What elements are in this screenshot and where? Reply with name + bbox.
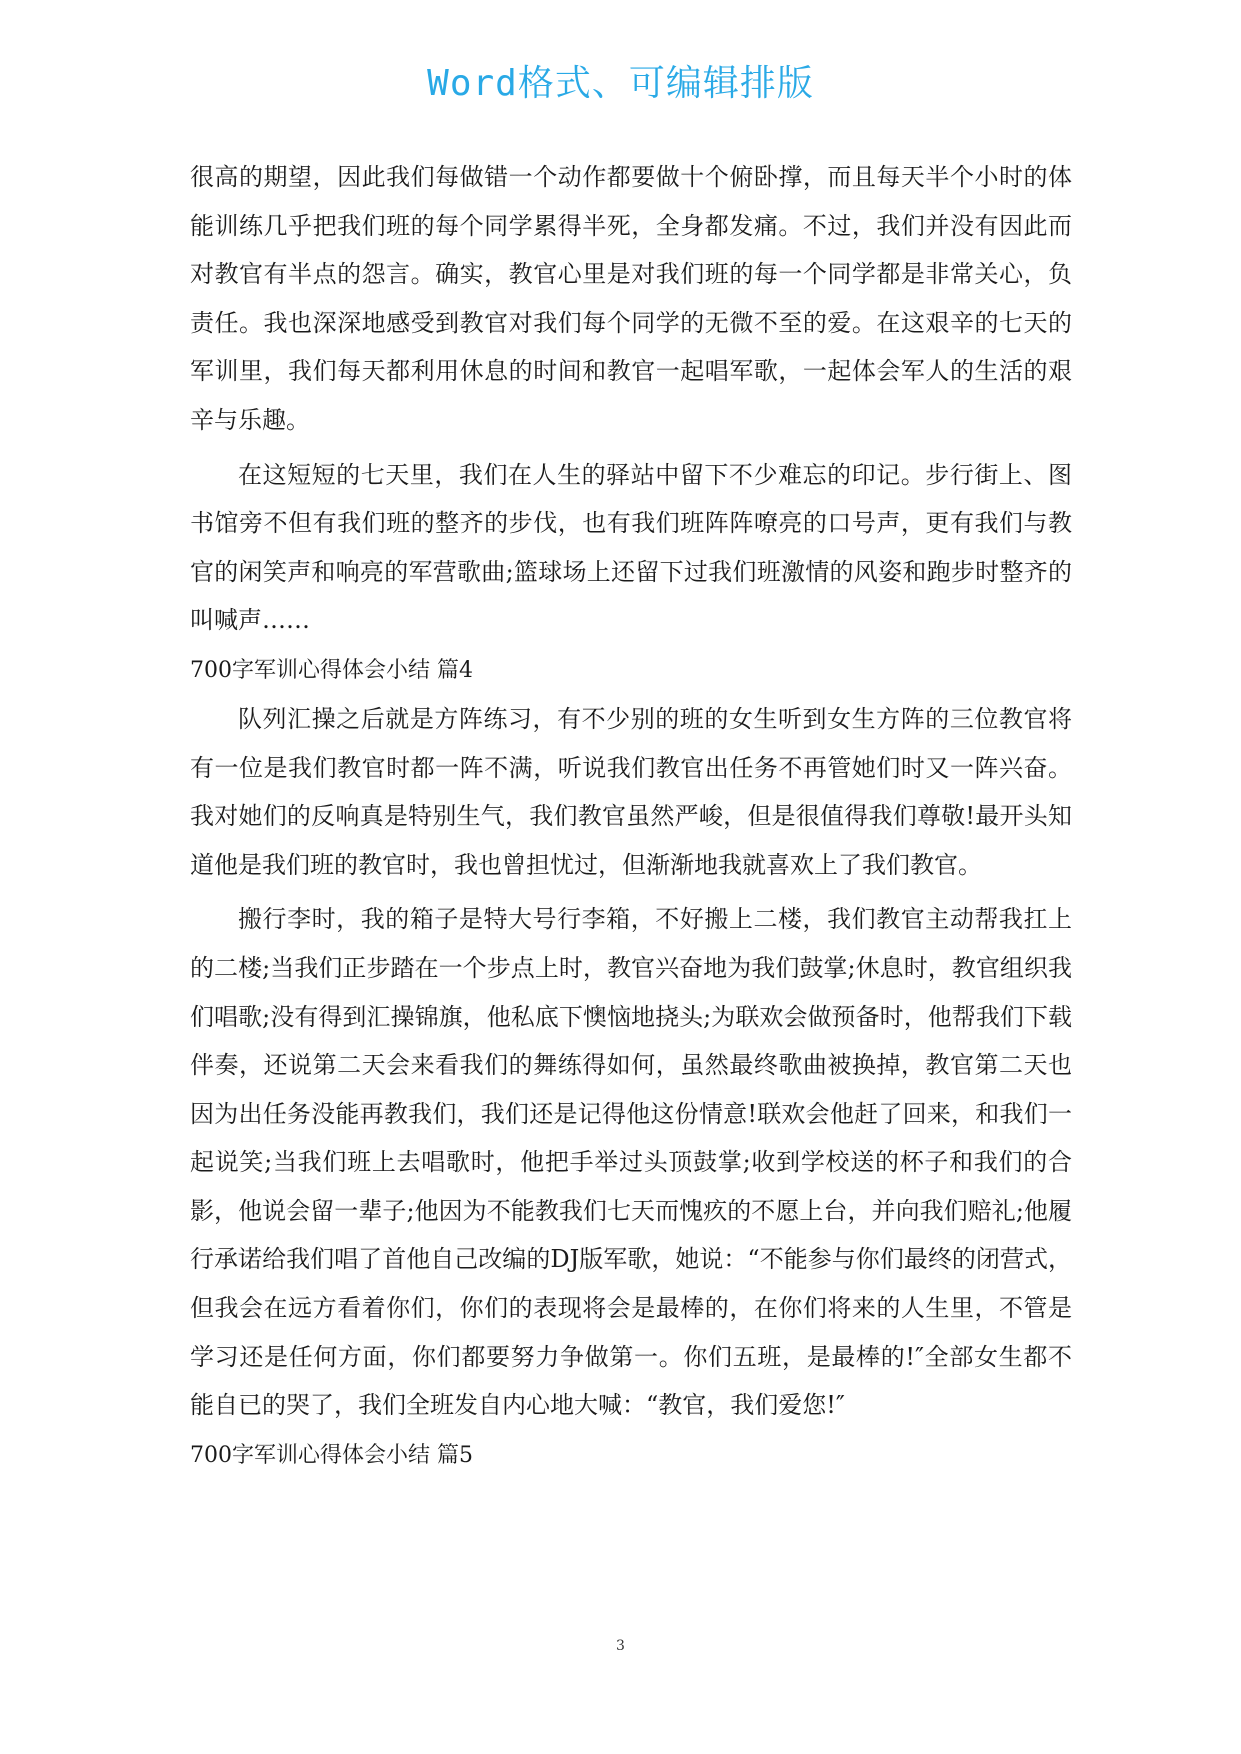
paragraph: 搬行李时，我的箱子是特大号行李箱，不好搬上二楼，我们教官主动帮我扛上的二楼;当我们正步踏在一个步点上时，教官兴奋地为我们鼓掌;休息时，教官组织我们唱歌;没有得到汇操锦旗，他私底下懊恼地挠头;为联欢会做预备时，他帮我们下载伴奏，还说第二天会来看我们的舞练得如何，虽然最终歌曲被换掉，教官第二天也因为出任务没能再教我们，我们还是记得他这份情意!联欢会他赶了回来，和我们一起说笑;当我们班上去唱歌时，他把手举过头顶鼓掌;收到学校送的杯子和我们的合影，他说会留一辈子;他因为不能教我们七天而愧疚的不愿上台，并向我们赔礼;他履行承诺给我们唱了首他自己改编的DJ版军歌，她说：“不能参与你们最终的闭营式，但我会在远方看着你们，你们的表现将会是最棒的，在你们将来的人生里，不管是学习还是任何方面，你们都要努力争做第一。你们五班，是最棒的!″全部女生都不能自已的哭了，我们全班发自内心地大喊：“教官，我们爱您!″ <box>190 905 1072 1420</box>
paragraph: 在这短短的七天里，我们在人生的驿站中留下不少难忘的印记。步行街上、图书馆旁不但有我们班的整齐的步伐，也有我们班阵阵嘹亮的口号声，更有我们与教官的闲笑声和响亮的军营歌曲;篮球场上还留下过我们班激情的风姿和跑步时整齐的叫喊声…… <box>190 460 1072 635</box>
section-heading: 700字军训心得体会小结 篇4 <box>190 657 473 683</box>
section-heading: 700字军训心得体会小结 篇5 <box>190 1442 473 1468</box>
page-number: 3 <box>616 1638 625 1654</box>
page-header-title: Word格式、可编辑排版 <box>427 63 814 104</box>
paragraph: 队列汇操之后就是方阵练习，有不少别的班的女生听到女生方阵的三位教官将有一位是我们教官时都一阵不满，听说我们教官出任务不再管她们时又一阵兴奋。我对她们的反响真是特别生气，我们教官虽然严峻，但是很值得我们尊敬!最开头知道他是我们班的教官时，我也曾担忧过，但渐渐地我就喜欢上了我们教官。 <box>190 704 1072 879</box>
document-body <box>190 153 1072 1480</box>
paragraph-continuation: 很高的期望，因此我们每做错一个动作都要做十个俯卧撑，而且每天半个小时的体能训练几乎把我们班的每个同学累得半死，全身都发痛。不过，我们并没有因此而对教官有半点的怨言。确实，教官心里是对我们班的每一个同学都是非常关心，负责任。我也深深地感受到教官对我们每个同学的无微不至的爱。在这艰辛的七天的军训里，我们每天都利用休息的时间和教官一起唱军歌，一起体会军人的生活的艰辛与乐趣。 <box>190 163 1072 434</box>
